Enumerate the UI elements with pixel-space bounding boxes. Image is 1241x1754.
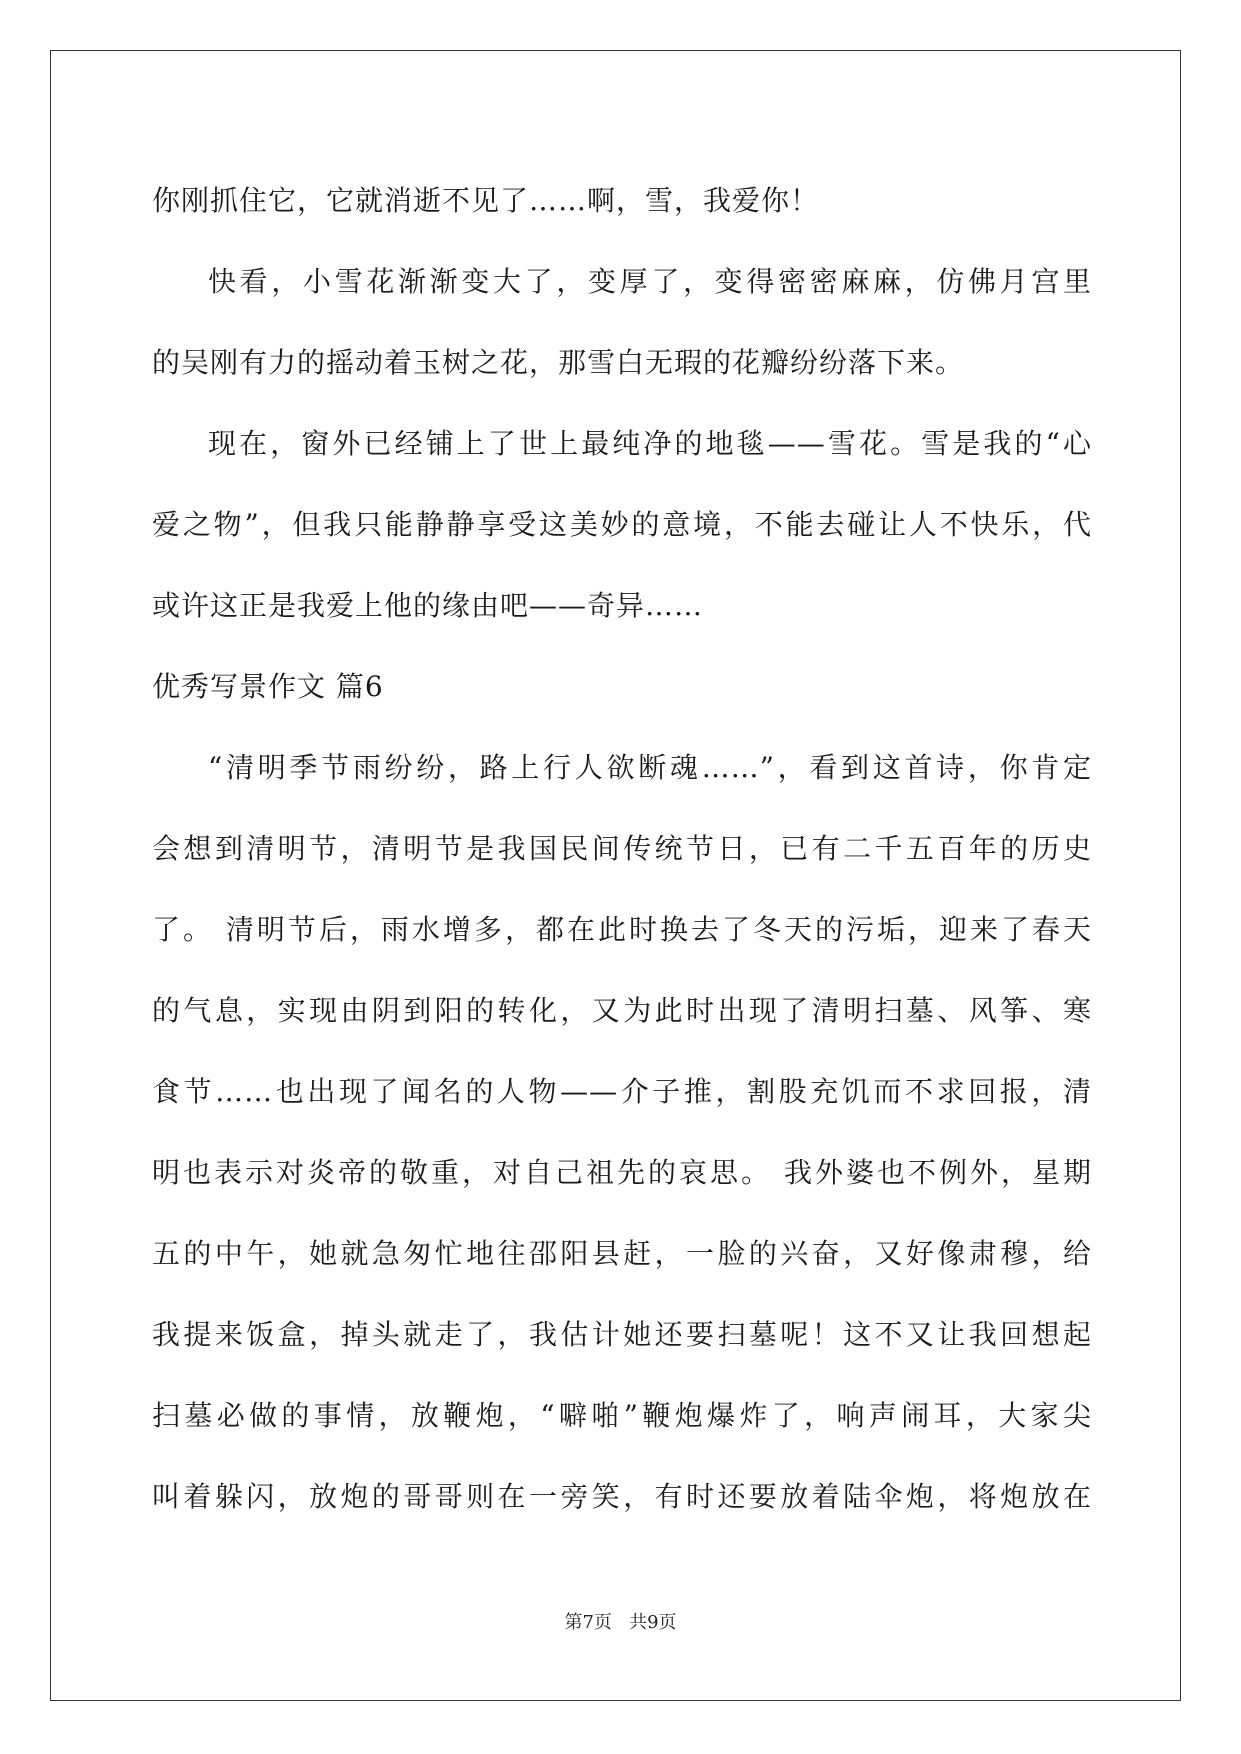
paragraph-3 [152,403,1092,646]
paragraph-1 [152,160,1092,241]
text-line: 我提来饭盒，掉头就走了，我估计她还要扫墓呢！这不又让我回想起 [152,1318,1092,1351]
text-line: 的气息，实现由阴到阳的转化，又为此时出现了清明扫墓、风筝、寒 [152,994,1092,1027]
text-line: 或许这正是我爱上他的缘由吧——奇异…… [152,589,704,622]
text-line: 明也表示对炎帝的敬重，对自己祖先的哀思。 我外婆也不例外，星期 [152,1156,1092,1189]
text-line: 现在，窗外已经铺上了世上最纯净的地毯——雪花。雪是我的“心 [208,427,1092,460]
document-body [152,160,1092,1537]
text-line: 五的中午，她就急匆忙地往邵阳县赶，一脸的兴奋，又好像肃穆，给 [152,1237,1092,1270]
text-line: 了。 清明节后，雨水增多，都在此时换去了冬天的污垢，迎来了春天 [152,913,1092,946]
text-line: 你刚抓住它，它就消逝不见了……啊，雪，我爱你！ [152,184,820,217]
text-line: 扫墓必做的事情，放鞭炮，“噼啪”鞭炮爆炸了，响声闹耳，大家尖 [152,1399,1092,1432]
section-paragraph [152,727,1092,1537]
page-total: 共9页 [629,1612,677,1633]
text-line: “清明季节雨纷纷，路上行人欲断魂……”，看到这首诗，你肯定 [208,751,1092,784]
text-line: 快看，小雪花渐渐变大了，变厚了，变得密密麻麻，仿佛月宫里 [208,265,1092,298]
paragraph-2 [152,241,1092,403]
page-footer [0,1608,1241,1634]
text-line: 的吴刚有力的摇动着玉树之花，那雪白无瑕的花瓣纷纷落下来。 [152,346,965,379]
text-line: 食节……也出现了闻名的人物——介子推，割股充饥而不求回报，清 [152,1075,1092,1108]
text-line: 爱之物”，但我只能静静享受这美妙的意境，不能去碰让人不快乐，代 [152,508,1092,541]
text-line: 会想到清明节，清明节是我国民间传统节日，已有二千五百年的历史 [152,832,1092,865]
page-number: 第7页 [564,1612,612,1633]
section-heading: 优秀写景作文 篇6 [152,670,384,703]
text-line: 叫着躲闪，放炮的哥哥则在一旁笑，有时还要放着陆伞炮，将炮放在 [152,1480,1092,1513]
